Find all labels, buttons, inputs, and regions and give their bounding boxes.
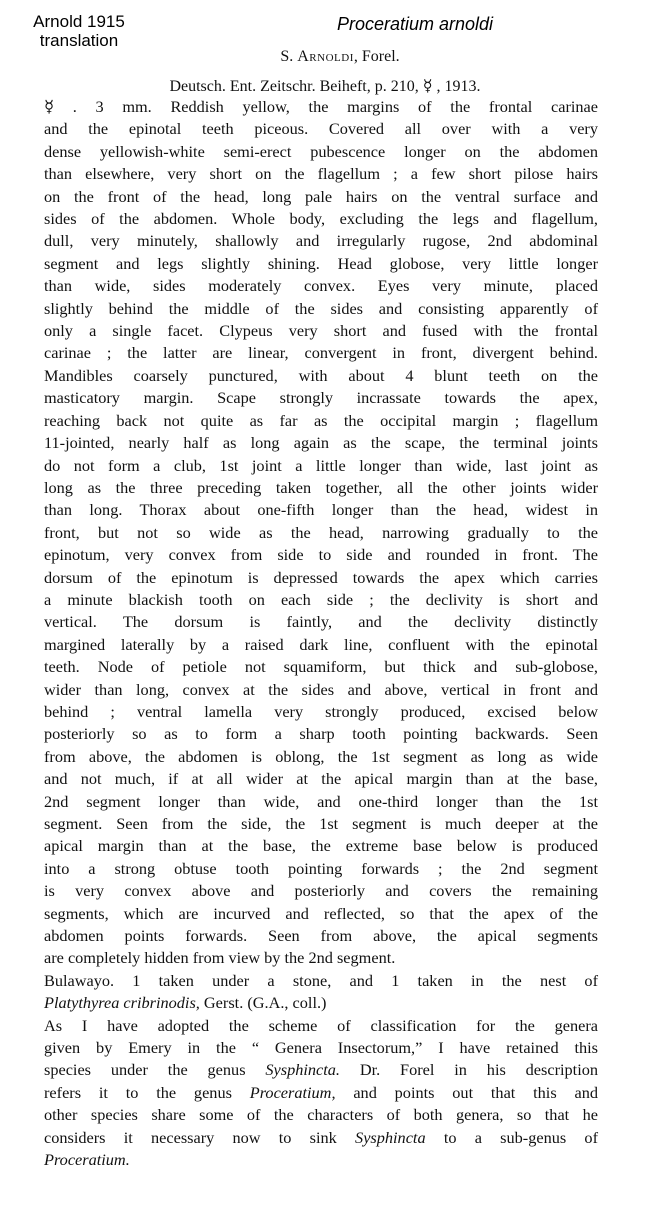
description-line: are completely hidden from view by the 2nd segment. [44,948,396,968]
description-line: wider than long, convex at the sides and above, vertical in front and [44,679,598,699]
corner-label-line2: translation [39,31,119,50]
description-line: vertical. The dorsum is faintly, and the declivity distinctly [44,612,598,632]
description-line: 2nd segment longer than wide, and one-third longer than the 1st [44,791,598,811]
description-line: slightly behind the middle of the sides and consisting apparently of [44,298,598,318]
description-line: ☿ . 3 mm. Reddish yellow, the margins of the frontal carinae [44,97,598,116]
remarks-line: other species share some of the characters of both genera, so that he [44,1105,598,1125]
species-author: Arnoldi [297,48,354,65]
description-line: dull, very minutely, shallowly and irregularly rugose, 2nd abdominal [44,231,598,251]
locality-line-2: Platythyrea cribrinodis, Gerst. (G.A., coll.) [44,993,327,1013]
description-line: 11-jointed, nearly half as long again as the scape, the terminal joints [44,433,598,453]
corner-label [9,12,149,50]
description-line: than long. Thorax about one-fifth longer than the head, widest in [44,500,598,520]
species-prefix: S. [280,48,294,65]
description-line: margined laterally by a raised dark line, confluent with the epinotal [44,634,598,654]
description-line: apical margin than at the base, the extreme base below is produced [44,836,598,856]
corner-label-line1: Arnold 1915 [33,12,125,31]
species-author-line [240,48,440,66]
description-line: do not form a club, 1st joint a little longer than wide, last joint as [44,455,598,475]
description-line: only a single facet. Clypeus very short and fused with the frontal [44,321,598,341]
remarks-line: considers it necessary now to sink Sysphincta to a sub-genus of [44,1127,598,1147]
description-line: on the front of the head, long pale hairs on the ventral surface and [44,186,598,206]
citation-line: Deutsch. Ent. Zeitschr. Beiheft, p. 210, ☿ , 1913. [169,78,481,95]
page-title: Proceratium arnoldi [336,14,494,34]
description-line: teeth. Node of petiole not squamiform, but thick and sub-globose, [44,657,598,677]
description-line: a minute blackish tooth on each side ; the declivity is short and [44,589,598,609]
host-species: Platythyrea cribrinodis, [44,993,200,1013]
description-line: front, but not so wide as the head, narrowing gradually to the [44,522,598,542]
description-line: masticatory margin. Scape strongly incrassate towards the apex, [44,388,598,408]
description-line: and not much, if at all wider at the apical margin than at the base, [44,769,598,789]
description-line: from above, the abdomen is oblong, the 1st segment as long as wide [44,746,598,766]
description-line: dense yellowish-white semi-erect pubescence longer on the abdomen [44,141,598,161]
description-line: segment and legs slightly shining. Head globose, very little longer [44,253,598,273]
description-paragraph [44,96,598,970]
description-line: long as the three preceding taken together, all the other joints wider [44,477,598,497]
remarks-line: given by Emery in the “ Genera Insectorum,” I have retained this [44,1038,598,1058]
description-line: into a strong obtuse tooth pointing forwards ; the 2nd segment [44,858,598,878]
description-line: epinotum, very convex from side to side and rounded in front. The [44,545,598,565]
description-line: posteriorly so as to form a sharp tooth pointing backwards. Seen [44,724,598,744]
remarks-line: As I have adopted the scheme of classification for the genera [44,1015,598,1035]
description-line: than elsewhere, very short on the flagellum ; a few short pilose hairs [44,164,598,184]
description-line: behind ; ventral lamella very strongly produced, excised below [44,701,598,721]
description-line: Mandibles coarsely punctured, with about 4 blunt teeth on the [44,365,598,385]
remarks-line: Proceratium. [44,1150,130,1170]
locality-line-1: Bulawayo. 1 taken under a stone, and 1 taken in the nest of [44,970,598,990]
description-line: segment. Seen from the side, the 1st segment is much deeper at the [44,814,598,833]
remarks-line: refers it to the genus Proceratium, and points out that this and [44,1082,598,1102]
description-line: dorsum of the epinotum is depressed towards the apex which carries [44,567,598,587]
description-line: sides of the abdomen. Whole body, excluding the legs and flagellum, [44,209,598,229]
description-line: and the epinotal teeth piceous. Covered all over with a very [44,119,598,139]
body-text [44,96,598,1172]
description-line: is very convex above and posteriorly and covers the remaining [44,881,598,901]
description-line: carinae ; the latter are linear, convergent in front, divergent behind. [44,343,598,363]
remarks-line: species under the genus Sysphincta. Dr. Forel in his description [44,1060,599,1080]
species-suffix: , Forel. [353,48,400,65]
description-line: abdomen points forwards. Seen from above, the apical segments [44,926,598,946]
description-line: reaching back not quite as far as the occipital margin ; flagellum [44,410,598,430]
description-line: than wide, sides moderately convex. Eyes very minute, placed [44,276,598,296]
description-line: segments, which are incurved and reflected, so that the apex of the [44,903,598,923]
